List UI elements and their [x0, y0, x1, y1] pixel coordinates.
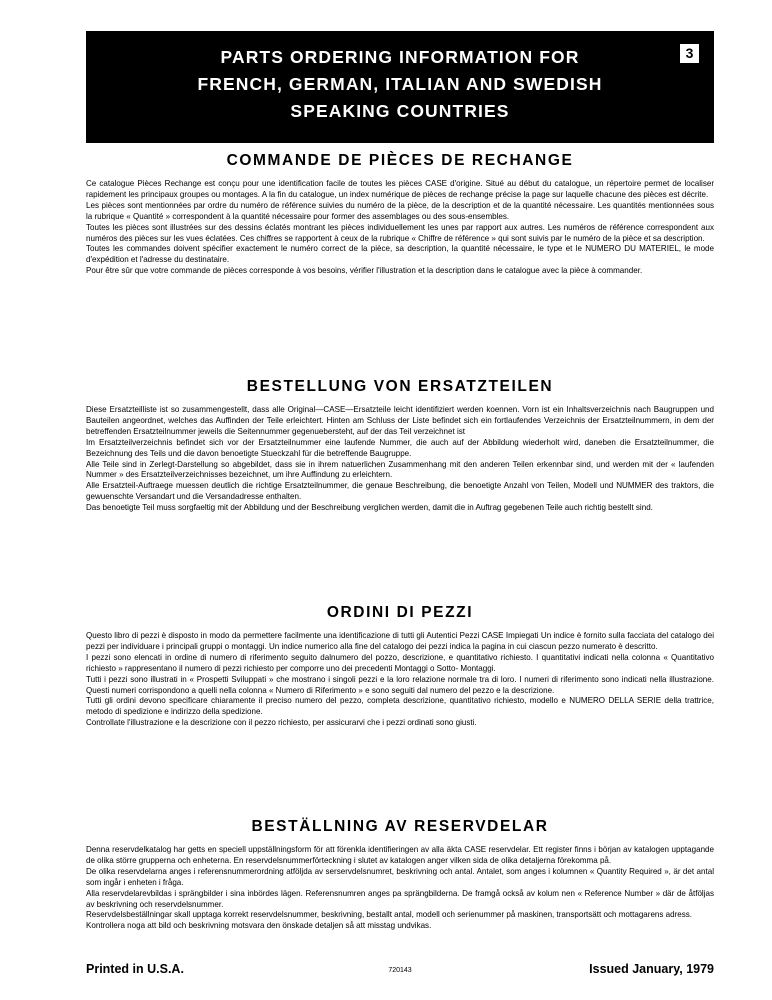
- section-italian: [86, 604, 714, 729]
- footer-issue-date: Issued January, 1979: [589, 962, 714, 976]
- paragraph: Alle Ersatzteil-Auftraege muessen deutlich die richtige Ersatzteilnummer, die genaue Beschreibung, die benoetigte Anzahl von Teilen, Modell und NUMMER des traktors, die gewuenschte Versandart und die Versandadresse enthalten.: [86, 481, 714, 502]
- paragraph: Das benoetigte Teil muss sorgfaeltig mit der Abbildung und der Beschreibung verglichen werden, damit die in Auftrag gegebenen Teile auch richtig bestellt sind.: [86, 503, 653, 513]
- paragraph: Alle Teile sind in Zerlegt-Darstellung so abgebildet, dass sie in ihrem natuerlichen Zusammenhang mit den anderen Teilen erkennbar sind, und werden mit der « laufenden Nummer » des Ersatzteilverzeichnisses bezeichnet, um ihre Auffindung zu erleichtern.: [86, 459, 714, 480]
- paragraph: Tutti i pezzi sono illustrati in « Prospetti Sviluppati » che mostrano i singoli pezzi e la loro relazione normale tra di loro. I numeri di riferimento sono indicati nella illustrazione. Questi numeri corrispondono a quelli nella colonna « Numero di Riferimento » e sono seguiti dal numero del pezzo e la descrizione.: [86, 674, 714, 695]
- masthead-title-line-2: FRENCH, GERMAN, ITALIAN AND SWEDISH: [197, 74, 603, 94]
- section-body-swedish: [86, 845, 714, 932]
- masthead-title-line-3: SPEAKING COUNTRIES: [290, 101, 510, 121]
- paragraph: Tutti gli ordini devono specificare chiaramente il preciso numero del pezzo, completa descrizione, quantitativo richiesto, modello e NUMERO DELLA SERIE della trattrice, metodo di spedizione e indirizzo della spedizione.: [86, 696, 714, 717]
- section-body-german: [86, 405, 714, 514]
- section-swedish: [86, 818, 714, 932]
- footer-printed-in: Printed in U.S.A.: [86, 962, 184, 976]
- masthead-title-line-1: PARTS ORDERING INFORMATION FOR: [220, 47, 580, 67]
- paragraph: Denna reservdelkatalog har getts en speciell uppställningsform för att förenkla identifieringen av alla äkta CASE reservdelar. Ett register finns i början av katalogen upptagande de olika större grupperna och enheterna. En reservdelsnummerförteckning i slutet av katalogen anger vilken sida de olika detaljerna förekomma på.: [86, 845, 714, 865]
- section-german: [86, 378, 714, 514]
- page-footer: [86, 962, 714, 984]
- footer-form-number: 720143: [388, 967, 412, 974]
- section-body-italian: [86, 631, 714, 729]
- paragraph: Pour être sûr que votre commande de pièces corresponde à vos besoins, vérifier l'illustration et la description dans le catalogue avec la pièce à commander.: [86, 266, 643, 276]
- masthead-title: [86, 44, 714, 125]
- paragraph: De olika reservdelarna anges i referensnummerordning atföljda av serservdelsnumret, beskrivning och antal. Antalet, som anges i kolumnen « Quantity Required », är det antal som ingår i enheten i fråga.: [86, 866, 714, 887]
- paragraph: Ce catalogue Pièces Rechange est conçu pour une identification facile de toutes les pièces CASE d'origine. Situé au début du catalogue, un répertoire permet de localiser rapidement les principaux groupes ou montages. A la fin du catalogue, un index numérique de pièces de rechange précise la page sur laquelle chacune des pièces est décrite.: [86, 179, 714, 199]
- paragraph: I pezzi sono elencati in ordine di numero di riferimento seguito dalnumero del pozzo, descrizione, e quantitativo richiesto. I quantitativi indicati nella colonna « Quantitativo richiesto » rappresentano il numero di pezzi richiesto per comporre uno dei precedenti Montaggi o Sotto- Montaggi.: [86, 652, 714, 673]
- paragraph: Alla reservdelarevbildas i sprängbilder i sina inbördes lägen. Referensnumren anges pa sprängbilderna. De framgå också av kolum nen « Reference Number » där de åtföljas av beskrivning och reservdelsnummer.: [86, 888, 714, 909]
- paragraph: Les pièces sont mentionnées par ordre du numéro de référence suivies du numéro de la pièce, de la description et de la quantité nécessaire. Les quantités mentionnées sous la rubrique « Quantité » correspondent à la quantité nécessaire pour former des assemblages ou des sous-ensembles.: [86, 200, 714, 221]
- paragraph: Toutes les commandes doivent spécifier exactement le numéro correct de la pièce, sa description, la quantité nécessaire, le type et le NUMERO DU MATERIEL, le mode d'expédition et l'adresse du destinataire.: [86, 244, 714, 265]
- paragraph: Im Ersatzteilverzeichnis befindet sich vor der Ersatzteilnummer eine laufende Nummer, die auch auf der Abbildung wiederholt wird, daneben die Ersatzteilnummer, die Bezeichnung des Teils und die davon benoetigte Stueckzahl für die betreffende Baugruppe.: [86, 437, 714, 458]
- section-body-french: [86, 179, 714, 277]
- paragraph: Reservdelsbeställningar skall upptaga korrekt reservdelsnummer, beskrivning, bestallt antal, modell och serienummer på maskinen, transportsätt och mottagarens adress.: [86, 910, 693, 920]
- section-heading-french: COMMANDE DE PIÈCES DE RECHANGE: [226, 152, 574, 169]
- section-heading-italian: ORDINI DI PEZZI: [326, 604, 474, 621]
- section-french: [86, 152, 714, 277]
- paragraph: Diese Ersatzteilliste ist so zusammengestellt, dass alle Original—CASE—Ersatzteile leicht identifiziert werden koennen. Vorn ist ein Inhaltsverzeichnis nach Baugruppen und Bauteilen angeordnet, welches das Auffinden der Teile erleichtert. Hinten am Schluss der Liste befindet sich ein fortlaufendes Verzeichnis der Ersatzteilnummern, in dem der betreffenden Ersatzteilnummer jeweils die Seitennummer gegenuebersteht, auf der das Teil verzeichnet ist: [86, 405, 714, 436]
- page-number-badge: 3: [680, 44, 699, 63]
- paragraph: Questo libro di pezzi è disposto in modo da permettere facilmente una identificazione di tutti gli Autentici Pezzi CASE Impiegati Un indice è fornito sulla facciata del catalogo dei pezzi per individuare i principali gruppi o montaggi. Un indice numerico alla fine del catalogo dei pezzi indica la pagina in cui ciascun pezzo numerato è descritto.: [86, 631, 714, 651]
- paragraph: Controllate l'illustrazione e la descrizione con il pezzo richiesto, per assicurarvi che i pezzi ordinati sono giusti.: [86, 718, 477, 728]
- paragraph: Toutes les pièces sont illustrées sur des dessins éclatés montrant les pièces individuellement les unes par rapport aux autres. Les numéros de référence correspondent aux numéros des pièces sur les vues éclatées. Ces chiffres se rapportent à ceux de la rubrique « Chiffre de référence » qui sont suivis par le numéro de la pièce et sa description.: [86, 222, 714, 243]
- section-heading-swedish: BESTÄLLNING AV RESERVDELAR: [251, 818, 549, 835]
- section-heading-german: BESTELLUNG VON ERSATZTEILEN: [246, 378, 554, 395]
- masthead-banner: [86, 31, 714, 143]
- paragraph: Kontrollera noga att bild och beskrivning motsvara den önskade detaljen så att misstag undvikas.: [86, 921, 432, 931]
